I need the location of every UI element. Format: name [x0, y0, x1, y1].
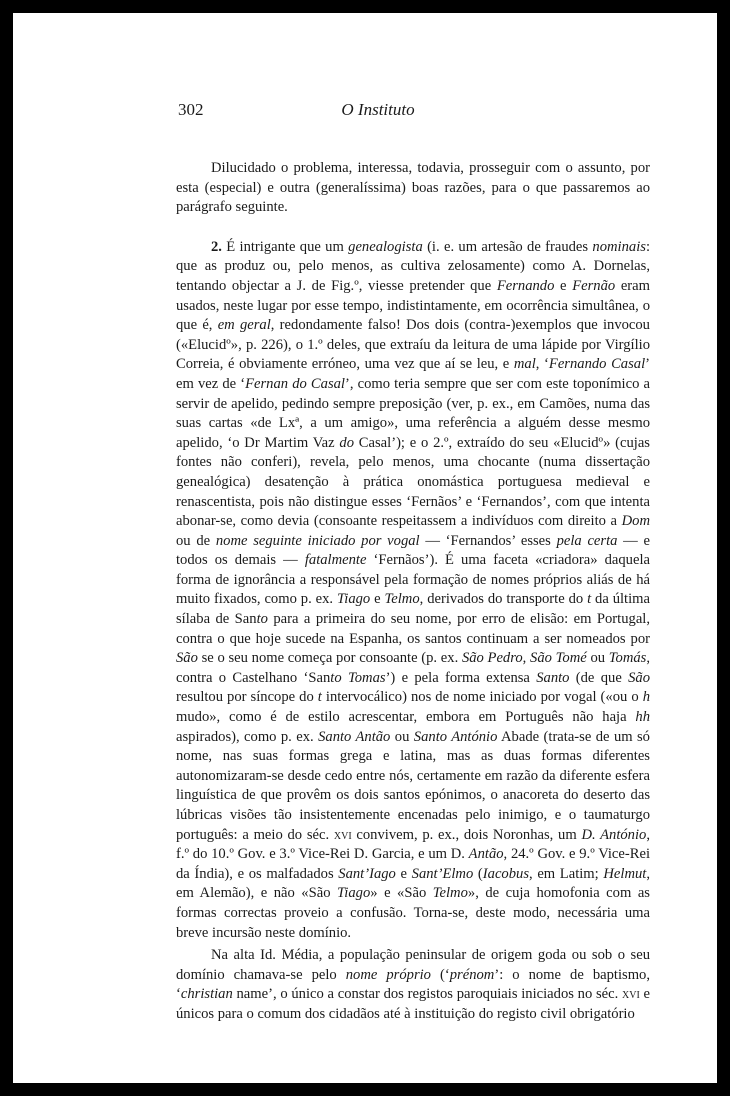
- italic-run: Iacobus: [482, 865, 530, 882]
- text-run: name’, o único a constar dos registos paroquiais iniciados no séc.: [232, 986, 622, 1003]
- italic-run: Tiago: [336, 591, 371, 608]
- italic-run: Santo: [536, 669, 570, 686]
- italic-run: em geral: [217, 317, 271, 334]
- text-run: e únicos para o comum dos cidadãos até à instituição do registo civil obrigatório: [176, 986, 650, 1022]
- text-run: Na alta Id. Média, a população peninsular de origem goda ou sob o seu domínio chamava-se pelo: [176, 947, 650, 983]
- italic-run: Fernando: [496, 277, 555, 294]
- italic-run: pela certa: [556, 532, 618, 549]
- italic-run: Telmo: [384, 591, 420, 608]
- italic-run: Tomás: [608, 650, 647, 667]
- italic-run: nome próprio: [345, 966, 431, 983]
- text-run: e: [370, 591, 385, 608]
- italic-run: fatalmente: [304, 552, 367, 569]
- text-run: da última sílaba de San: [176, 591, 650, 628]
- text-run: eram usados, neste lugar por esse tempo, indistintamente, em ocorrência simultânea, o que é,: [176, 277, 650, 334]
- italic-run: t: [587, 591, 592, 608]
- text-run: ’, como teria sempre que ser com este toponímico a servir de apelido, pedindo sempre preposição (ver, p. ex., em Camões, numa das suas cartas «de Lxª, a um amigo», uma referência a alguém desse mesmo apelido, ‘o Dr Martim Vaz: [176, 375, 650, 451]
- italic-run: t: [317, 689, 322, 706]
- small-caps-run: xvi: [333, 826, 352, 843]
- italic-run: Sant’Elmo: [411, 865, 474, 882]
- text-run: (de que: [569, 669, 629, 686]
- italic-run: São Pedro: [461, 650, 523, 667]
- text-run: (i. e. um artesão de fraudes: [422, 238, 593, 255]
- paragraph: [176, 238, 650, 943]
- paragraph: [176, 946, 650, 1024]
- italic-run: prénom: [449, 966, 495, 983]
- italic-run: mal: [513, 356, 536, 373]
- text-run: , ‘: [535, 356, 549, 373]
- section-number: 2.: [211, 238, 222, 255]
- text-run: ou: [586, 650, 609, 667]
- text-run: Casal’); e o 2.º, extraído do seu «Elucidº» (cujas fontes não conferi), revela, pelo menos, uma chocante (numa dissertação genealógica) desatenção à prática onomástica portuguesa medieval e renascentista, pois não distingue esses ‘Fernãos’ e ‘Fernandos’, com que intenta abonar-se, como devia (consoante respeitassem a indivíduos com direito a: [176, 434, 650, 530]
- text-run: , contra o Castelhano ‘San: [176, 650, 650, 686]
- italic-run: Dom: [621, 513, 650, 530]
- italic-run: genealogista: [348, 238, 423, 255]
- text-run: , redondamente falso! Dos dois (contra-)exemplos que invocou («Elucidº», p. 226), o 1.º deles, que extraíu da leitura de uma lápide por Virgílio Correia, é obviamente erróneo, uma vez que aí se leu, e: [176, 317, 650, 373]
- text-run: ou de: [176, 532, 216, 549]
- text-run: , 24.º Gov. e 9.º Vice-Rei da Índia), e os malfadados: [176, 846, 650, 882]
- italic-run: Santo Antão: [318, 728, 391, 745]
- italic-run: Tomas: [347, 669, 386, 686]
- small-caps-run: xvi: [622, 986, 640, 1003]
- text-run: e: [554, 277, 573, 294]
- text-run: , em Alemão), e não «São: [176, 865, 650, 902]
- text-run: e: [395, 865, 412, 882]
- italic-run: Telmo: [432, 885, 468, 902]
- text-run: : que as produz ou, pelo menos, as cultiva zelosamente) como A. Dornelas, tentando objectar a J. de Fig.º, viesse pretender que: [176, 238, 650, 294]
- text-run: Dilucidado o problema, interessa, todavia, prosseguir com o assunto, por esta (especial) e outra (generalíssima) boas razões, para o que passaremos ao parágrafo seguinte.: [176, 160, 650, 216]
- italic-run: hh: [635, 709, 650, 726]
- text-run: ’: o nome de baptismo, ‘: [176, 966, 650, 1003]
- italic-run: nominais: [592, 238, 646, 255]
- italic-run: D. António: [581, 826, 647, 843]
- italic-run: do: [339, 434, 355, 451]
- text-run: — ‘Fernandos’ esses: [419, 532, 557, 549]
- text-run: , em Latim;: [529, 865, 604, 882]
- text-run: aspirados), como p. ex.: [176, 728, 319, 745]
- text-run: , f.º do 10.º Gov. e 3.º Vice-Rei D. Garcia, e um D.: [176, 826, 650, 863]
- text-run: — e todos os demais —: [176, 532, 650, 569]
- text-run: resultou por síncope do: [176, 689, 318, 706]
- paragraph: [176, 159, 650, 218]
- book-page: [13, 13, 717, 1083]
- italic-run: Tiago: [337, 885, 371, 902]
- italic-run: Sant’Iago: [338, 865, 396, 882]
- page-number: 302: [178, 100, 204, 119]
- text-run: ou: [390, 728, 414, 745]
- text-run: ’) e pela forma extensa: [385, 669, 537, 686]
- italic-run: Fernan do Casal: [245, 375, 345, 392]
- italic-run: nome seguinte iniciado por vogal: [215, 532, 420, 549]
- italic-run: christian: [180, 986, 233, 1003]
- italic-run: to: [330, 669, 342, 686]
- italic-run: Fernando Casal: [548, 356, 646, 373]
- text-run: intervocálico) nos de nome iniciado por vogal («ou o: [321, 689, 643, 706]
- text-run: ’ em vez de ‘: [176, 356, 650, 392]
- text-run: Abade (trata-se de um só nome, nas suas formas grega e latina, mas as duas formas diferentes autonomizaram-se desde cedo entre nós, certamente em razão da diferente esfera linguística de que provêm os dois santos epónimos, o anacoreta do deserto das lúbricas visões tão insistentemente encenadas pelo inimigo, e o taumaturgo português: a meio do séc.: [176, 728, 650, 843]
- text-run: (‘: [430, 966, 450, 983]
- italic-run: to: [256, 611, 268, 628]
- text-run: » e «São: [370, 885, 433, 902]
- italic-run: São: [176, 650, 198, 667]
- text-run: », de cuja homofonia com as formas correctas proveio a confusão. Torna-se, deste modo, necessária uma breve incursão neste domínio.: [176, 885, 650, 941]
- text-run: mudo», como é de estilo acrescentar, embora em Português não haja: [176, 709, 636, 726]
- text-run: para a primeira do seu nome, por erro de elisão: em Portugal, contra o que hoje sucede na Espanha, os santos continuam a ser nomeados por: [176, 611, 650, 647]
- text-run: convivem, p. ex., dois Noronhas, um: [351, 826, 582, 843]
- italic-run: Antão: [468, 846, 504, 863]
- italic-run: São: [628, 669, 650, 686]
- text-run: ,: [522, 650, 531, 667]
- body-text: [176, 159, 650, 1025]
- italic-run: São Tomé: [530, 650, 587, 667]
- italic-run: Helmut: [603, 865, 647, 882]
- text-run: ‘Fernãos’). É uma faceta «criadora» daquela forma de ignorância a responsável pela formação de nomes próprios aliás de há muito fixados, como p. ex.: [176, 552, 650, 608]
- italic-run: Fernão: [572, 277, 616, 294]
- text-run: (: [473, 865, 483, 882]
- text-run: se o seu nome começa por consoante (p. ex.: [197, 650, 462, 667]
- italic-run: h: [642, 689, 650, 706]
- italic-run: Santo António: [413, 728, 498, 745]
- running-title: O Instituto: [341, 100, 415, 119]
- text-run: , derivados do transporte do: [419, 591, 588, 608]
- text-run: É intrigante que um: [221, 238, 349, 255]
